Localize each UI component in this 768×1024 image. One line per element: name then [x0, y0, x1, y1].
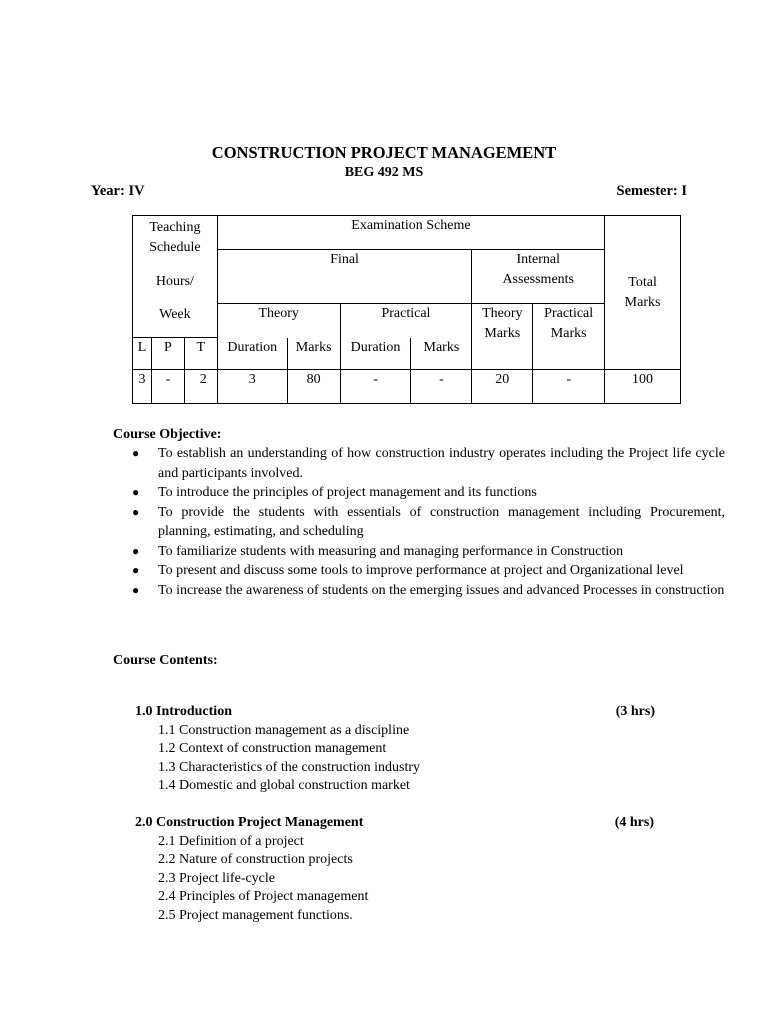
list-item: 2.2 Nature of construction projects: [158, 852, 353, 867]
list-item: 1.1 Construction management as a discipline: [158, 722, 410, 738]
teaching-schedule-header: Teaching Schedule Hours/ Week: [133, 216, 218, 338]
bullet-icon: ●: [132, 504, 140, 519]
value-p: -: [151, 370, 184, 404]
col-t-header: T: [184, 338, 217, 370]
objective-list: [132, 444, 725, 600]
final-header: Final: [217, 250, 472, 304]
col-p-header: P: [151, 338, 184, 370]
total-marks-header: Total Marks: [605, 216, 681, 370]
list-item: 2.5 Project management functions.: [158, 907, 353, 923]
value-internal-theory: 20: [472, 370, 533, 404]
value-practical-marks: -: [411, 370, 472, 404]
course-objective-heading: Course Objective:: [113, 427, 222, 442]
theory-header: Theory: [217, 304, 340, 338]
theory-marks-header: Marks: [287, 338, 340, 370]
bullet-icon: ●: [132, 446, 140, 460]
internal-assessments-header: Internal Assessments: [472, 250, 605, 304]
list-item: ● To establish an understanding of how construction industry operates including the Project life cycle and participants involved.: [132, 446, 725, 481]
list-item: ● To increase the awareness of students on the emerging issues and advanced Processes in construction: [132, 581, 725, 601]
value-total: 100: [605, 370, 681, 404]
semester-label: Semester: I: [616, 183, 687, 199]
section-introduction: [135, 703, 655, 796]
bullet-icon: ●: [132, 582, 140, 597]
section-title: 2.0 Construction Project Management: [135, 815, 364, 830]
list-item: 1.4 Domestic and global construction market: [158, 778, 410, 793]
examination-scheme-table: [132, 215, 681, 404]
list-item: 2.1 Definition of a project: [158, 833, 304, 849]
value-internal-practical: -: [533, 370, 605, 404]
bullet-icon: ●: [132, 543, 140, 558]
practical-marks-header: Marks: [411, 338, 472, 370]
bullet-icon: ●: [132, 563, 140, 577]
list-item: 1.2 Context of construction management: [158, 741, 387, 756]
internal-practical-marks-header: Practical Marks: [533, 304, 605, 370]
course-code: BEG 492 MS: [344, 165, 424, 180]
value-theory-duration: 3: [217, 370, 287, 404]
section-construction-project-management: [135, 814, 654, 925]
list-item: ● To familiarize students with measuring and managing performance in Construction: [132, 542, 725, 562]
practical-duration-header: Duration: [340, 338, 411, 370]
examination-scheme-header: Examination Scheme: [217, 216, 604, 250]
value-l: 3: [133, 370, 152, 404]
value-theory-marks: 80: [287, 370, 340, 404]
section-title: 1.0 Introduction: [135, 704, 232, 719]
theory-duration-header: Duration: [217, 338, 287, 370]
list-item: 1.3 Characteristics of the construction industry: [158, 759, 421, 775]
list-item: ● To provide the students with essentials of construction management including Procurement, planning, estimating, and scheduling: [132, 504, 725, 539]
col-l-header: L: [133, 338, 152, 370]
list-item: 2.3 Project life-cycle: [158, 870, 276, 886]
list-item: ● To introduce the principles of project management and its functions: [132, 483, 725, 503]
internal-theory-marks-header: Theory Marks: [472, 304, 533, 370]
list-item: 2.4 Principles of Project management: [158, 889, 369, 904]
section-hours: (3 hrs): [615, 704, 655, 719]
practical-header: Practical: [340, 304, 472, 338]
year-label: Year: IV: [91, 183, 145, 199]
value-practical-duration: -: [340, 370, 411, 404]
list-item: ● To present and discuss some tools to improve performance at project and Organizational level: [132, 561, 725, 581]
course-contents-heading: Course Contents:: [113, 653, 218, 668]
value-t: 2: [184, 370, 217, 404]
course-title: CONSTRUCTION PROJECT MANAGEMENT: [211, 143, 557, 162]
table-row: [133, 370, 681, 404]
section-hours: (4 hrs): [614, 815, 654, 830]
bullet-icon: ●: [132, 485, 140, 499]
